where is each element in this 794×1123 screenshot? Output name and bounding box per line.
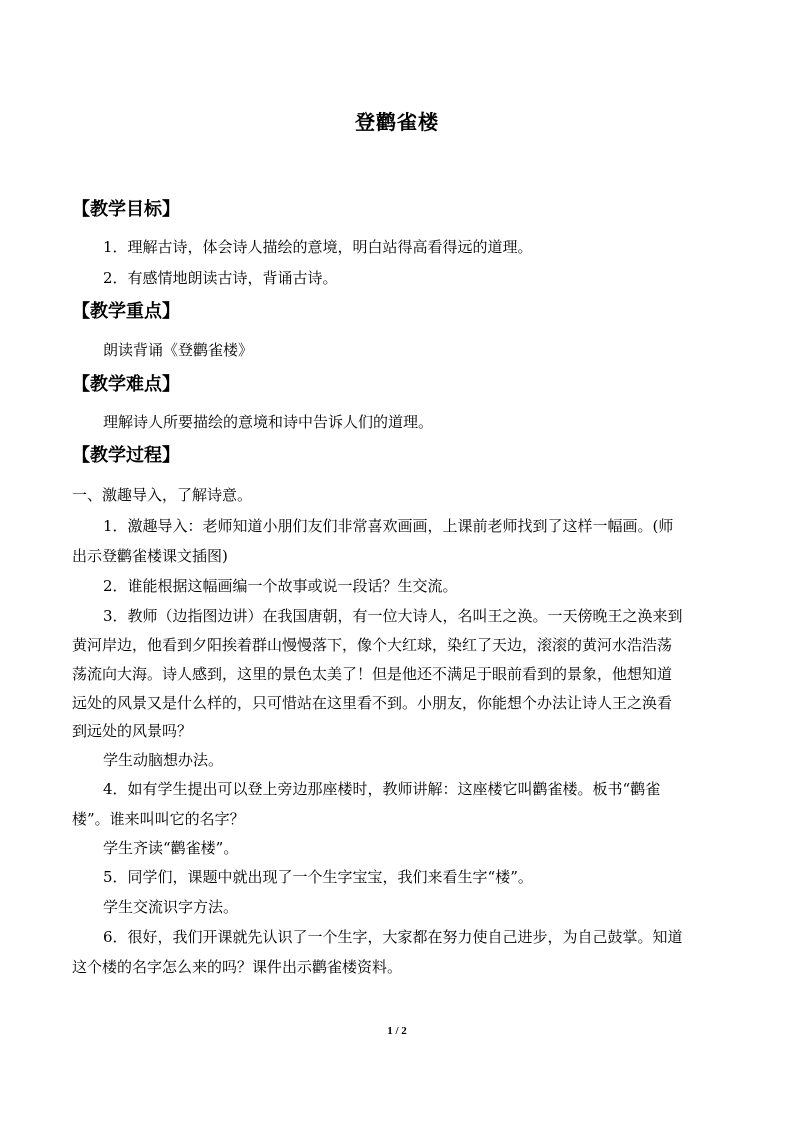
process-line: 到远处的风景吗？	[72, 722, 193, 740]
goal-item: 1．理解古诗，体会诗人描绘的意境，明白站得高看得远的道理。	[103, 238, 533, 256]
process-line: 学生动脑想办法。	[103, 751, 224, 769]
process-line: 出示登鹳雀楼课文插图)	[72, 547, 228, 565]
process-line: 一、激趣导入，了解诗意。	[72, 486, 253, 504]
section-heading-difficulty: 【教学难点】	[72, 374, 180, 395]
process-line: 4．如有学生提出可以登上旁边那座楼时，教师讲解：这座楼它叫鹳雀楼。板书“鹳雀	[103, 780, 661, 798]
document-title: 登鹳雀楼	[355, 110, 439, 134]
difficulty-text: 理解诗人所要描绘的意境和诗中告诉人们的道理。	[103, 413, 434, 431]
process-line: 荡流向大海。诗人感到，这里的景色太美了！但是他还不满足于眼前看到的景象，他想知道	[72, 665, 673, 683]
section-heading-process: 【教学过程】	[72, 445, 180, 466]
process-line: 5．同学们，课题中就出现了一个生字宝宝，我们来看生字“楼”。	[103, 868, 533, 886]
section-heading-goals: 【教学目标】	[72, 199, 180, 220]
section-heading-focus: 【教学重点】	[72, 301, 180, 322]
page-number: 1 / 2	[387, 1025, 407, 1037]
process-line: 3．教师（边指图边讲）在我国唐朝，有一位大诗人，名叫王之涣。一天傍晚王之涣来到	[103, 607, 683, 625]
process-line: 黄河岸边，他看到夕阳挨着群山慢慢落下，像个大红球，染红了天边，滚滚的黄河水浩浩荡	[72, 636, 673, 654]
process-line: 学生齐读“鹳雀楼”。	[103, 839, 239, 857]
process-line: 远处的风景又是什么样的，只可惜站在这里看不到。小朋友，你能想个办法让诗人王之涣看	[72, 694, 673, 712]
process-line: 楼”。谁来叫叫它的名字？	[72, 810, 245, 828]
process-line: 2．谁能根据这幅画编一个故事或说一段话？生交流。	[103, 577, 458, 595]
process-line: 1．激趣导入：老师知道小朋们友们非常喜欢画画，上课前老师找到了这样一幅画。(师	[103, 517, 674, 535]
goal-item: 2．有感情地朗读古诗，背诵古诗。	[103, 269, 338, 287]
process-line: 学生交流识字方法。	[103, 898, 239, 916]
process-line: 这个楼的名字怎么来的吗？课件出示鹳雀楼资料。	[72, 958, 403, 976]
process-line: 6．很好，我们开课就先认识了一个生字，大家都在努力使自己进步，为自己鼓掌。知道	[103, 928, 683, 946]
focus-text: 朗读背诵《登鹳雀楼》	[103, 341, 254, 359]
